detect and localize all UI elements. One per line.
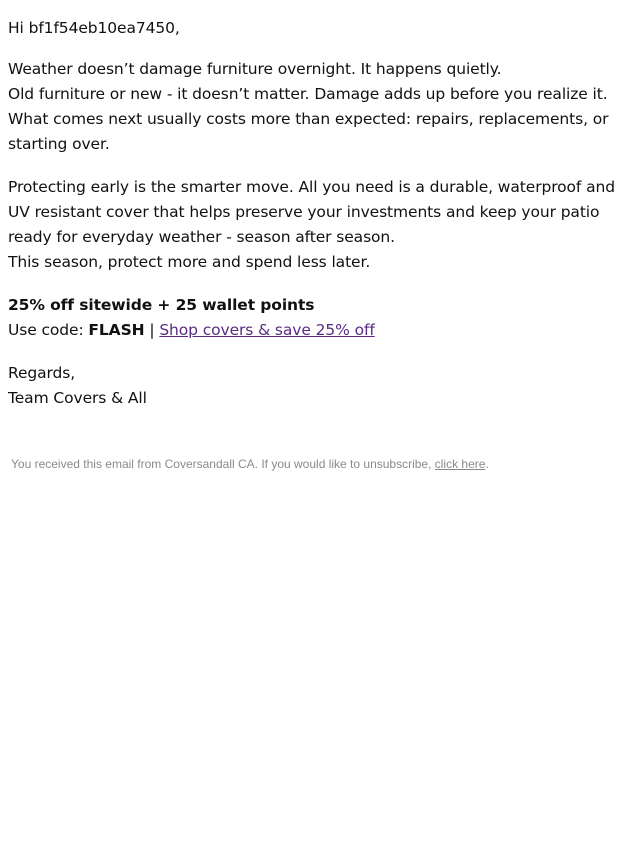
paragraph-weather [8, 57, 632, 157]
paragraph-line: This season, protect more and spend less later. [8, 253, 371, 271]
offer-section [8, 293, 632, 343]
offer-headline: 25% off sitewide + 25 wallet points [8, 296, 315, 314]
separator: | [144, 321, 160, 339]
unsubscribe-link[interactable]: click here [434, 457, 486, 471]
greeting: Hi bf1f54eb10ea7450, [8, 19, 180, 37]
code-prefix: Use code: [8, 321, 89, 339]
shop-covers-link[interactable]: Shop covers & save 25% off [159, 321, 375, 339]
paragraph-line: Protecting early is the smarter move. All you need is a durable, waterproof and UV resistant cover that helps preserve your investments and keep your patio ready for everyday weather - season after season. [8, 178, 615, 246]
paragraph-line: Old furniture or new - it doesn’t matter. Damage adds up before you realize it. What comes next usually costs more than expected: repairs, replacements, or starting over. [8, 85, 609, 153]
paragraph-protect [8, 175, 632, 275]
offer-code-line [8, 318, 632, 343]
footer-suffix: . [485, 457, 489, 471]
signoff [8, 361, 632, 411]
email-body [8, 16, 632, 411]
signoff-regards: Regards, [8, 364, 76, 382]
footer-text: You received this email from Coversandall CA. If you would like to unsubscribe, [11, 457, 435, 471]
promo-code: FLASH [88, 321, 145, 339]
paragraph-line: Weather doesn’t damage furniture overnight. It happens quietly. [8, 60, 502, 78]
signoff-team: Team Covers & All [8, 389, 147, 407]
unsubscribe-footer [11, 456, 489, 472]
